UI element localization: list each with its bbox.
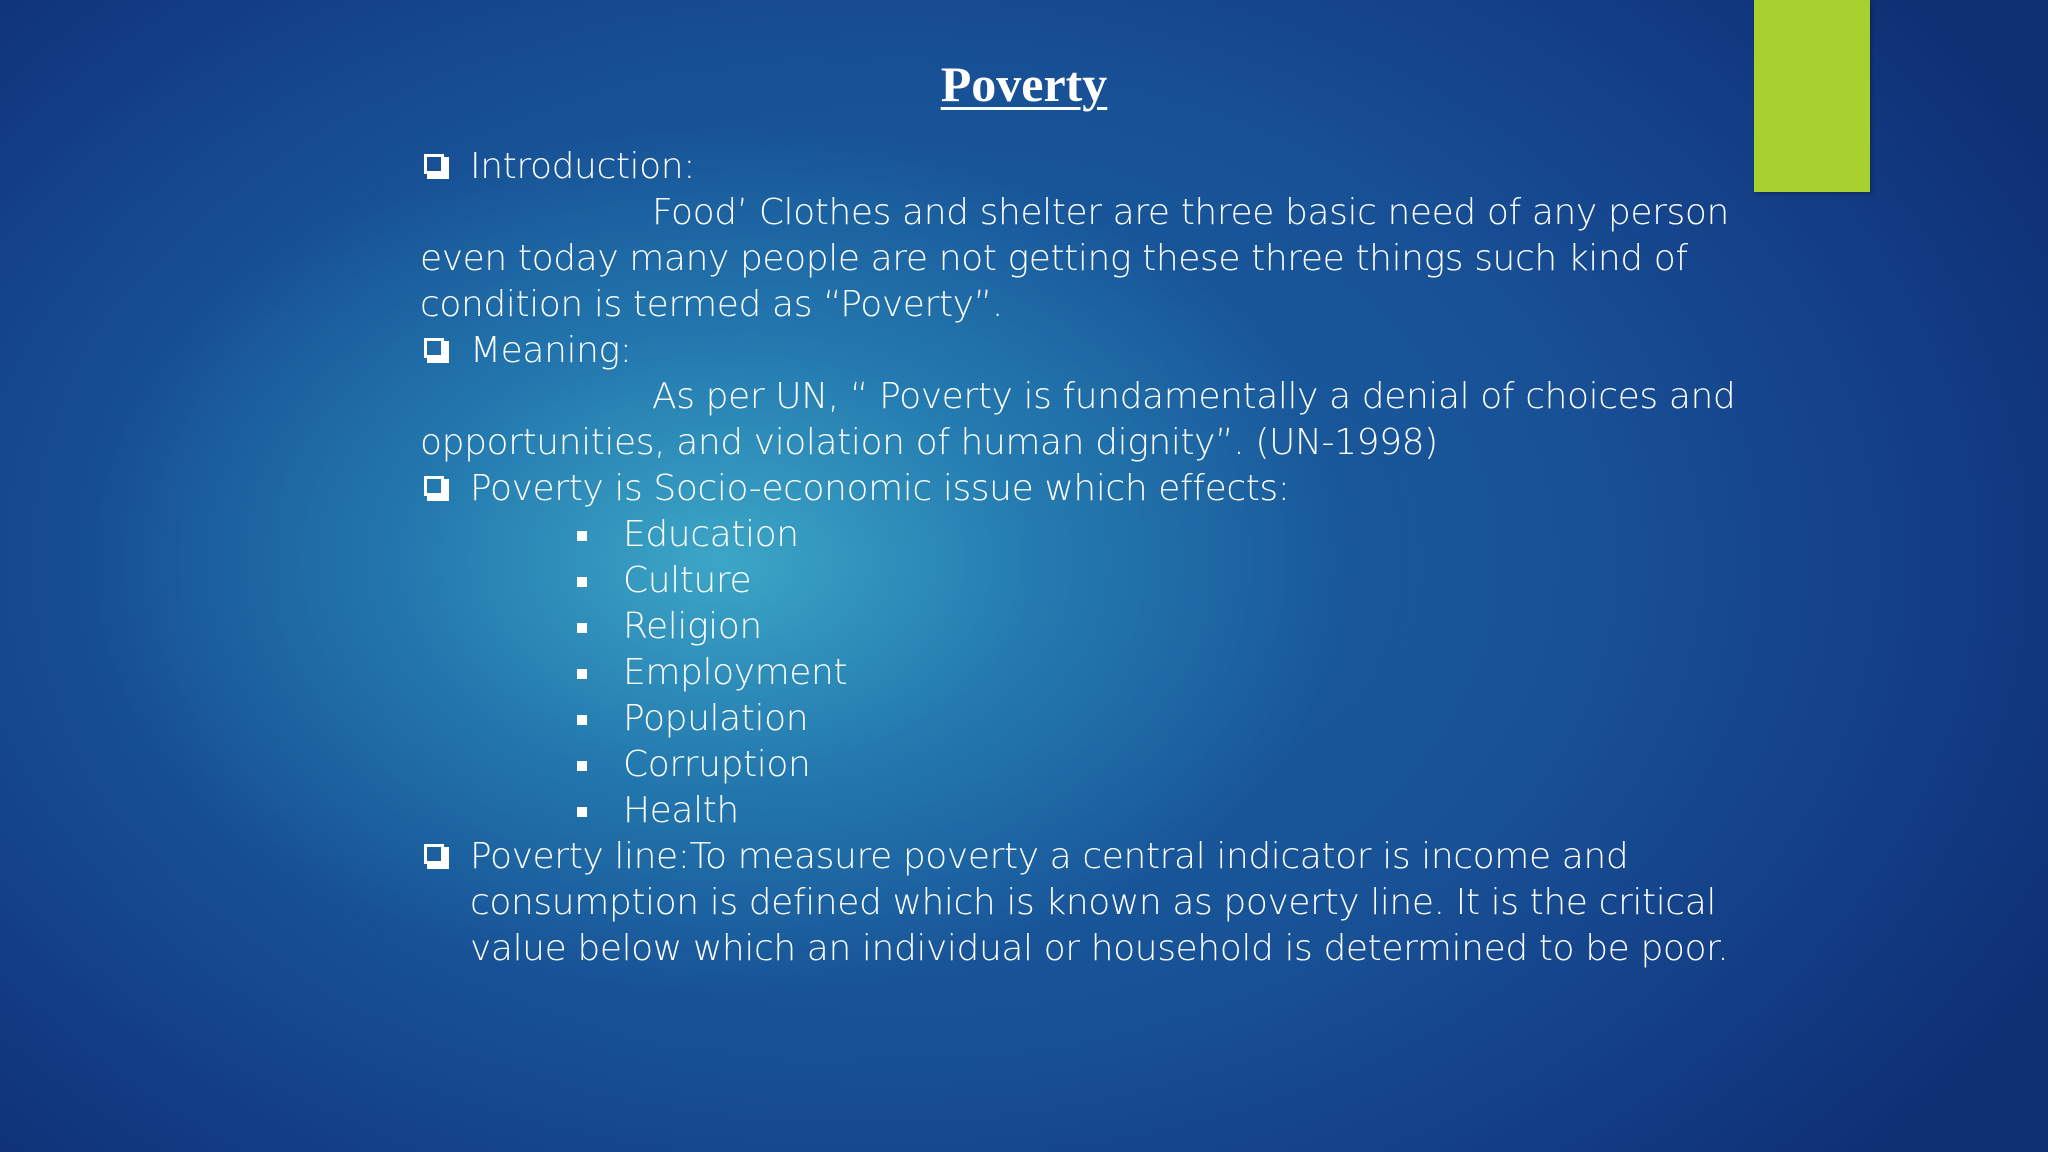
square-bullet-icon [577, 807, 587, 817]
list-item [420, 788, 1710, 834]
list-item-label: Corruption [623, 744, 811, 785]
square-bullet-icon [577, 669, 587, 679]
section-label: Poverty is Socio-economic issue which effects: [470, 468, 1290, 509]
list-item-label: Population [623, 698, 809, 739]
section-meaning-heading [420, 328, 1710, 374]
list-item [420, 742, 1710, 788]
paragraph-line: value below which an individual or household is determined to be poor. [470, 928, 1729, 969]
section-poverty-line [420, 834, 1710, 880]
section-label: Introduction: [470, 146, 695, 187]
checkbox-square-icon [424, 844, 444, 864]
checkbox-square-icon [424, 338, 444, 358]
slide-title: Poverty [940, 56, 1108, 112]
list-item-label: Health [623, 790, 739, 831]
section-label: Meaning: [470, 330, 632, 371]
checkbox-square-icon [424, 154, 444, 174]
checkbox-square-icon [424, 476, 444, 496]
paragraph-line: opportunities, and violation of human dignity”. (UN-1998) [420, 422, 1438, 463]
list-item [420, 512, 1710, 558]
square-bullet-icon [577, 623, 587, 633]
section-introduction-heading [420, 144, 1710, 190]
list-item [420, 558, 1710, 604]
list-item [420, 696, 1710, 742]
square-bullet-icon [577, 715, 587, 725]
square-bullet-icon [577, 531, 587, 541]
list-item-label: Education [623, 514, 799, 555]
effects-list [420, 512, 1710, 834]
section-effects-heading [420, 466, 1710, 512]
slide-body [420, 144, 1736, 972]
paragraph-line: condition is termed as “Poverty”. [420, 284, 1003, 325]
list-item [420, 604, 1710, 650]
paragraph-line: Food’ Clothes and shelter are three basic need of any person [652, 192, 1729, 233]
list-item-label: Religion [623, 606, 762, 647]
square-bullet-icon [577, 761, 587, 771]
list-item-label: Culture [623, 560, 752, 601]
list-item [420, 650, 1710, 696]
paragraph-line: Poverty line:To measure poverty a central indicator is income and [470, 836, 1629, 877]
list-item-label: Employment [623, 652, 848, 693]
square-bullet-icon [577, 577, 587, 587]
paragraph-line: As per UN, “ Poverty is fundamentally a denial of choices and [652, 376, 1736, 417]
paragraph-line: consumption is defined which is known as poverty line. It is the critical [470, 882, 1716, 923]
paragraph-line: even today many people are not getting these three things such kind of [420, 238, 1688, 279]
